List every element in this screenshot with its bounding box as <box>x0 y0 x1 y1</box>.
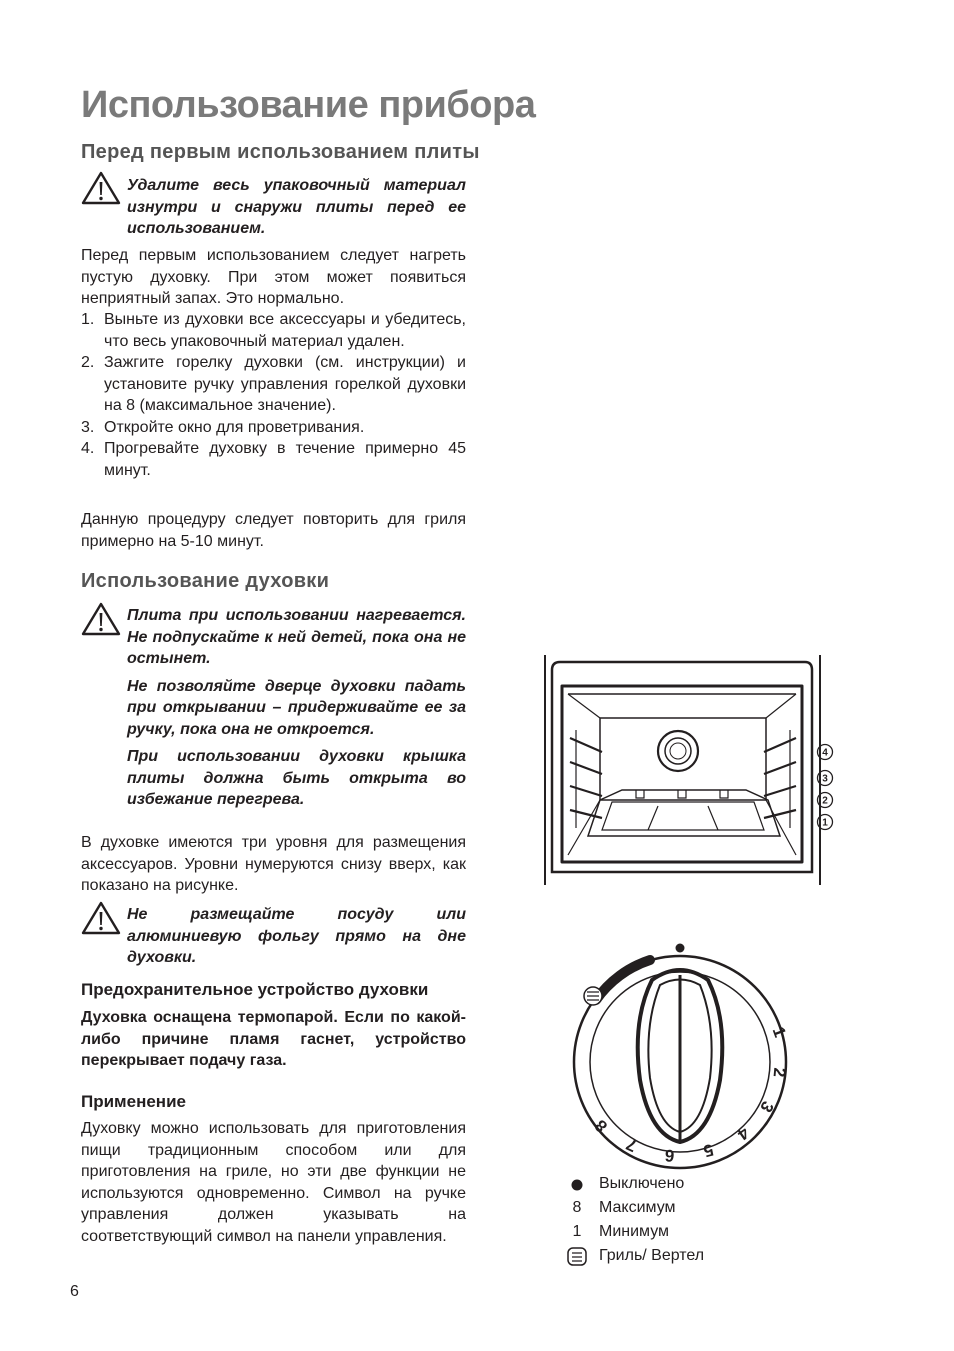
dial-number-4: 4 <box>733 1123 753 1145</box>
oven-knob-diagram <box>560 930 800 1170</box>
steps-list <box>81 309 466 481</box>
warning-lid: При использовании духовки крышка плиты должна быть открыта во избежание перегрева. <box>127 748 466 808</box>
warning-hot: Плита при использовании нагревается. Не подпускайте к ней детей, пока она не остынет. <box>127 607 466 667</box>
section-heading-first-use: Перед первым использованием плиты <box>81 141 480 163</box>
legend-label-min: Минимум <box>599 1223 670 1240</box>
level-2-label: 2 <box>822 795 828 807</box>
levels-paragraph: В духовке имеются три уровня для размещения аксессуаров. Уровни нумеруются снизу вверх, как показано на рисунке. <box>81 834 466 894</box>
warning-icon <box>81 171 121 205</box>
legend-label-max: Максимум <box>599 1199 676 1216</box>
off-position-dot <box>676 944 685 953</box>
page-number: 6 <box>70 1283 79 1300</box>
page-title: Использование прибора <box>81 84 536 126</box>
level-1-label: 1 <box>822 817 828 829</box>
dial-number-7: 7 <box>623 1134 640 1156</box>
dial-number-1: 1 <box>768 1024 790 1040</box>
level-3-label: 3 <box>822 773 828 785</box>
dial-number-6: 6 <box>663 1145 676 1166</box>
warning-packaging: Удалите весь упаковочный материал изнутри и снаружи плиты перед ее использованием. <box>127 177 466 237</box>
legend-label-grill: Гриль/ Вертел <box>599 1247 705 1264</box>
grill-icon <box>584 987 602 1005</box>
warning-icon <box>81 602 121 636</box>
application-paragraph: Духовку можно использовать для приготовления пищи традиционным способом или для приготовления на гриле, но эти две функции не используются одновременно. Символ на ручке управления должен указывать на соответствующий символ на панели управления. <box>81 1120 466 1245</box>
warning-foil: Не размещайте посуду или алюминиевую фольгу прямо на дне духовки. <box>127 906 466 966</box>
legend-label-off: Выключено <box>599 1175 685 1192</box>
dial-number-8: 8 <box>591 1115 612 1136</box>
safety-paragraph: Духовка оснащена термопарой. Если по какой-либо причине пламя гаснет, устройство перекрывает подачу газа. <box>81 1009 466 1069</box>
warning-text <box>127 605 466 817</box>
dial-number-5: 5 <box>701 1139 716 1161</box>
list-item: 4. Прогревайте духовку в течение примерно 45 минут. <box>81 440 466 479</box>
section-heading-oven-use: Использование духовки <box>81 570 330 592</box>
legend-symbol-min: 1 <box>572 1223 582 1240</box>
section-heading-application: Применение <box>81 1092 186 1111</box>
warning-icon <box>81 901 121 935</box>
warning-text <box>127 904 466 975</box>
grill-icon <box>566 1244 588 1276</box>
oven-level-markers <box>814 742 838 832</box>
list-item: 3. Откройте окно для проветривания. <box>81 418 365 436</box>
level-4-label: 4 <box>822 747 828 759</box>
outro-paragraph: Данную процедуру следует повторить для гриля примерно на 5-10 минут. <box>81 511 466 550</box>
dial-number-3: 3 <box>756 1097 778 1116</box>
warning-text <box>127 175 466 246</box>
warning-door: Не позволяйте дверце духовки падать при открывании – придерживайте ее за ручку, пока она не откроется. <box>127 677 466 738</box>
legend-symbol-max: 8 <box>572 1199 582 1216</box>
list-item: 1. Выньте из духовки все аксессуары и убедитесь, что весь упаковочный материал удален. <box>81 311 466 350</box>
section-heading-safety: Предохранительное устройство духовки <box>81 980 429 999</box>
intro-paragraph: Перед первым использованием следует нагреть пустую духовку. При этом может появиться неприятный запах. Это нормально. <box>81 247 466 307</box>
oven-levels-diagram <box>540 650 840 890</box>
list-item: 2. Зажгите горелку духовки (см. инструкции) и установите ручку управления горелкой духовки на 8 (максимальное значение). <box>81 354 466 414</box>
dial-number-2: 2 <box>769 1066 790 1079</box>
